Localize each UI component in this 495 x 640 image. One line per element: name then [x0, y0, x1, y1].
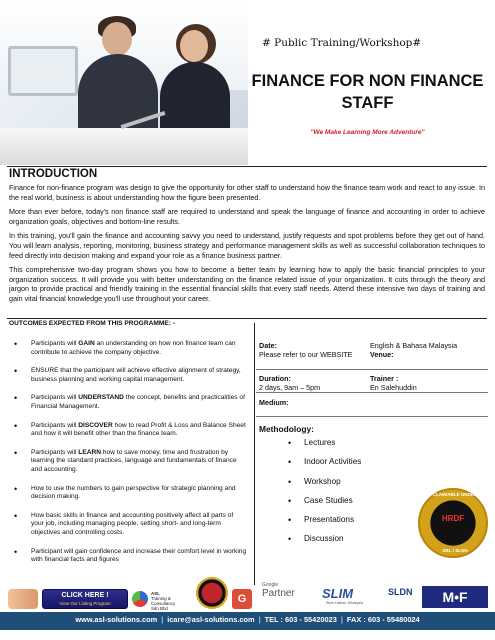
seal-label: HRDF	[441, 514, 465, 523]
slim-sub: Skim Latihan 1Malaysia	[326, 601, 363, 605]
partner-label: Partner	[262, 588, 295, 599]
mof-logo: M•F	[422, 586, 488, 608]
intro-heading: INTRODUCTION	[9, 168, 98, 180]
hrdf-seal	[418, 488, 488, 558]
methodology-list	[288, 438, 361, 554]
intro-paragraph: More than ever before, today's non finance staff are required to understand and speak the language of finance and accounting in order to achieve organization goals, objectives and bottom-line results.	[9, 207, 485, 226]
tagline: "We Make Learning More Adventure"	[310, 129, 425, 136]
list-item: • Presentations	[288, 515, 361, 534]
title-line-2: STAFF	[341, 94, 394, 112]
google-icon: G	[232, 589, 252, 609]
column-divider	[254, 323, 255, 585]
language-value: English & Bahasa Malaysia	[370, 341, 458, 350]
date-label: Date:	[259, 341, 277, 350]
claimable-badge-icon	[196, 577, 228, 609]
list-item: • Case Studies	[288, 496, 361, 515]
details-divider	[256, 392, 488, 393]
email-link[interactable]: icare@asl-solutions.com	[167, 615, 255, 624]
list-item: • Workshop	[288, 477, 361, 496]
slim-logo: SLIM	[322, 586, 354, 601]
asl-logo	[132, 589, 192, 609]
list-item: • Indoor Activities	[288, 457, 361, 476]
trainer-value: En Salehuddin	[370, 383, 417, 392]
intro-paragraph: Finance for non-finance program was design to give the opportunity for other staff to understand how the finance team work and react to any issue. In the real world, business is about understanding how the figure been presented.	[9, 183, 485, 202]
header-photo	[0, 0, 248, 165]
website-link[interactable]: www.asl-solutions.com	[75, 615, 158, 624]
duration-block	[259, 374, 320, 392]
details-divider	[256, 416, 488, 417]
venue-label: Venue:	[370, 350, 394, 359]
list-item: • Discussion	[288, 534, 361, 553]
list-item: • ENSURE that the participant will achieve effective alignment of strategy, business planning and working capital management.	[9, 367, 247, 384]
list-item: • Participants will UNDERSTAND the concept, benefits and practicalities of Financial Management.	[9, 394, 247, 411]
venue-block	[370, 341, 488, 359]
list-item: • Lectures	[288, 438, 361, 457]
contact-bar: www.asl-solutions.com | icare@asl-solutions.com | TEL : 603 - 55420023 | FAX : 603 - 55480024	[0, 612, 495, 630]
seal-ring-bottom: SBL / SLDN	[442, 548, 468, 553]
medium-label: Medium:	[259, 398, 289, 407]
date-block	[259, 341, 354, 359]
methodology-heading: Methodology:	[259, 424, 314, 434]
fax: FAX : 603 - 55480024	[346, 615, 420, 624]
google-label: Google	[262, 582, 279, 588]
page-title	[240, 70, 495, 114]
sldn-logo: SLDN	[388, 587, 413, 597]
asl-sub: Sdn Bhd	[151, 606, 168, 611]
seal-ring-top: CLAIMABLE UNDER	[432, 492, 478, 497]
list-item: • How basic skills in finance and accounting positively affect all parts of your job, including managing people, setting short- and long-term objectives and controlling costs.	[9, 512, 247, 538]
telephone: TEL : 603 - 55420023	[264, 615, 337, 624]
click-here-sub: View Our Listing Program	[59, 601, 111, 606]
training-tag: # Public Training/Workshop#	[262, 37, 422, 49]
trainer-block	[370, 374, 417, 392]
asl-logo-icon	[132, 591, 148, 607]
list-item: • How to use the numbers to gain perspective for strategic planning and decision making.	[9, 485, 247, 502]
outcomes-list	[9, 340, 247, 575]
asl-sub: Training & Consultancy	[151, 596, 176, 606]
duration-value: 2 days, 9am – 5pm	[259, 383, 321, 392]
list-item: • Participant will gain confidence and increase their comfort level in working with financial facts and figures	[9, 548, 247, 565]
divider-top	[7, 166, 487, 167]
outcomes-heading: OUTCOMES EXPECTED FROM THIS PROGRAMME: -	[9, 320, 175, 327]
intro-paragraph: This comprehensive two-day program shows you how to become a better team by learning how to apply the basic financial principles to your organization success. It will provide you with better understanding on the finance related issue of your organization. It cuts through the theory and jargon to provide practical and friendly training in the essential financial skills that every staff needs. Attend these intensive two days of training and gain vital financial knowledge you'll use throughout your career.	[9, 265, 485, 303]
footer-logos	[0, 577, 495, 611]
list-item: • Participants will DISCOVER how to read Profit & Loss and Balance Sheet and how it will benefit other than the finance team.	[9, 422, 247, 439]
date-value: Please refer to our WEBSITE	[259, 350, 353, 359]
divider-middle	[7, 318, 487, 319]
asl-name: ASL	[151, 591, 160, 596]
duration-label: Duration:	[259, 374, 291, 383]
list-item: • Participants will LEARN how to save money, time and frustration by learning the standard practices, language and fundamentals of finance and accounting.	[9, 449, 247, 475]
title-line-1: FINANCE FOR NON FINANCE	[251, 72, 484, 90]
intro-paragraph: In this training, you'll gain the finance and accounting savvy you need to understand, justify requests and spot problems before they get out of hand. You will learn analysis, reporting, monitoring, business strategy and performance management skills as well as successful collaboration techniques to feed directly into decision making and expand your role as a finance business partner.	[9, 231, 485, 260]
click-here-button[interactable]	[42, 589, 128, 609]
intro-body	[9, 183, 485, 309]
hands-image	[8, 589, 38, 609]
medium-block	[259, 398, 289, 407]
click-here-label: CLICK HERE !	[61, 592, 109, 599]
trainer-label: Trainer :	[370, 374, 399, 383]
list-item: • Participants will GAIN an understanding on how non finance team can contribute to achieve the company objective.	[9, 340, 247, 357]
details-divider	[256, 369, 488, 370]
